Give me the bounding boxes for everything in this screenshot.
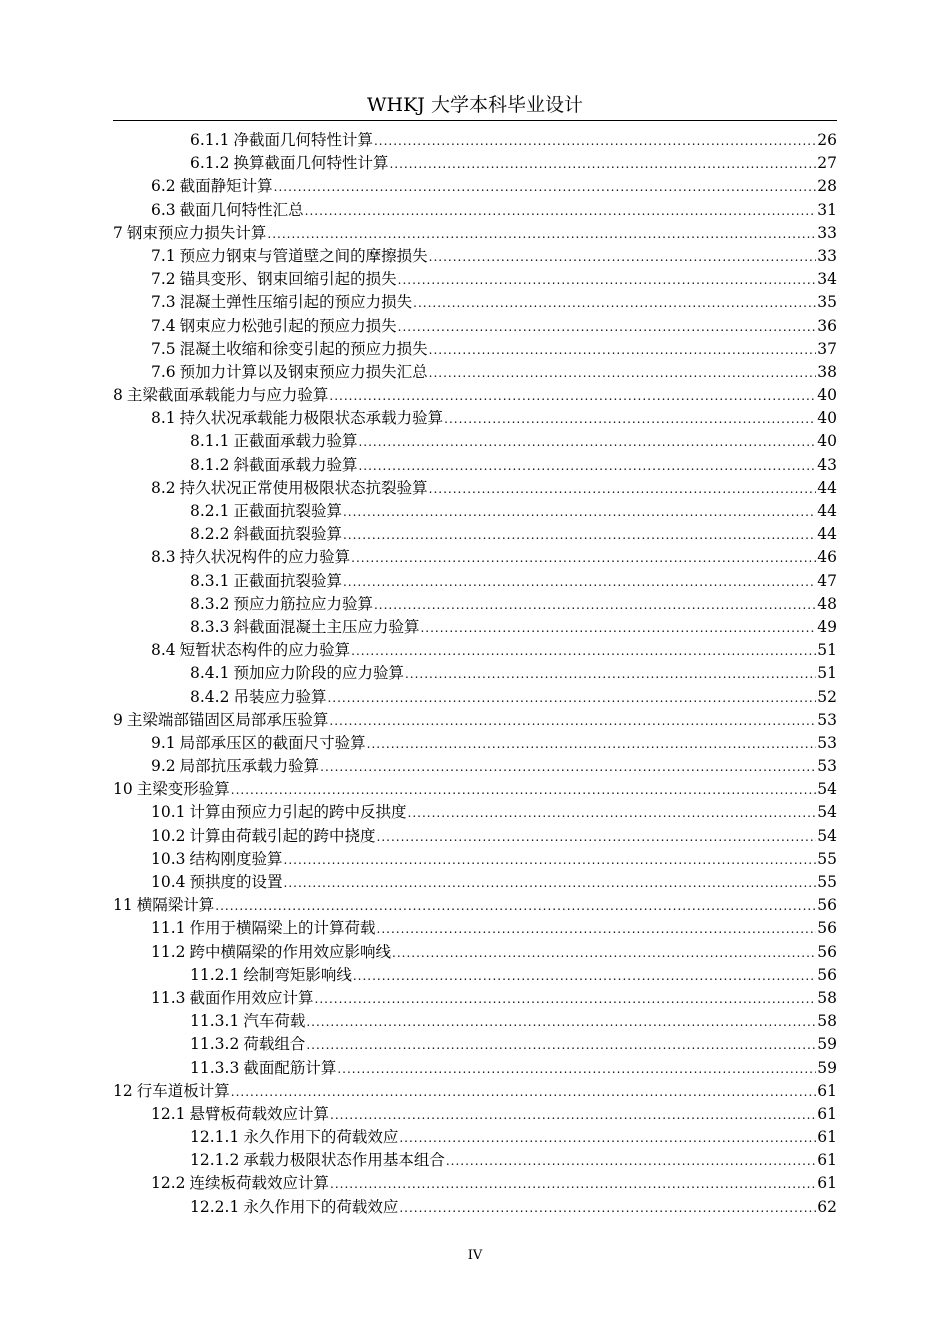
- toc-entry-number: 6.2: [151, 177, 176, 196]
- toc-entry[interactable]: [113, 1126, 837, 1149]
- toc-entry[interactable]: [113, 523, 837, 546]
- toc-entry-page: 44: [817, 525, 837, 544]
- toc-entry-title: 预应力钢束与管道壁之间的摩擦损失: [179, 246, 428, 265]
- toc-entry[interactable]: [113, 709, 837, 732]
- toc-entry-number: 9.2: [151, 757, 176, 776]
- toc-entry[interactable]: [113, 941, 837, 964]
- toc-entry-title: 绘制弯矩影响线: [243, 965, 352, 984]
- toc-entry[interactable]: [113, 1057, 837, 1080]
- toc-entry-page: 36: [817, 316, 837, 335]
- toc-entry-page: 33: [817, 246, 837, 265]
- toc-entry-page: 61: [817, 1104, 837, 1123]
- toc-entry-title: 承载力极限状态作用基本组合: [243, 1151, 445, 1170]
- toc-dot-leader: [320, 756, 816, 779]
- toc-entry-title: 荷载组合: [243, 1035, 306, 1054]
- toc-entry-title: 钢束应力松弛引起的预应力损失: [179, 316, 397, 335]
- toc-entry-number: 8.3: [151, 548, 176, 567]
- toc-entry[interactable]: [113, 129, 837, 152]
- toc-entry-title: 截面静矩计算: [179, 177, 273, 196]
- toc-entry-page: 58: [817, 988, 837, 1007]
- toc-entry[interactable]: [113, 152, 837, 175]
- toc-dot-leader: [392, 942, 816, 965]
- toc-entry-title: 结构刚度验算: [189, 849, 283, 868]
- toc-entry[interactable]: [113, 662, 837, 685]
- toc-dot-leader: [343, 501, 816, 524]
- toc-dot-leader: [377, 826, 817, 849]
- toc-entry-title: 永久作用下的荷载效应: [243, 1197, 399, 1216]
- toc-entry-page: 51: [817, 664, 837, 683]
- toc-dot-leader: [358, 455, 816, 478]
- toc-entry-title: 悬臂板荷载效应计算: [189, 1104, 330, 1123]
- toc-entry-number: 12.1.1: [190, 1128, 240, 1147]
- toc-entry[interactable]: [113, 778, 837, 801]
- toc-entry-number: 12.2: [151, 1174, 186, 1193]
- toc-dot-leader: [398, 316, 817, 339]
- toc-entry-page: 49: [817, 617, 837, 636]
- toc-entry-number: 7.2: [151, 270, 176, 289]
- toc-entry-title: 预拱度的设置: [189, 873, 283, 891]
- toc-entry-number: 8: [113, 386, 123, 405]
- toc-entry-number: 8.1: [151, 409, 176, 428]
- toc-entry-page: 40: [817, 386, 837, 405]
- toc-entry-title: 预应力筋拉应力验算: [233, 594, 373, 613]
- toc-entry-page: 59: [817, 1058, 837, 1077]
- page-header: [113, 92, 837, 119]
- toc-entry-title: 计算由荷载引起的跨中挠度: [189, 826, 376, 845]
- toc-entry[interactable]: [113, 801, 837, 824]
- toc-entry-title: 跨中横隔梁的作用效应影响线: [189, 942, 392, 961]
- toc-dot-leader: [231, 779, 817, 802]
- toc-entry-page: 44: [817, 478, 837, 497]
- toc-dot-leader: [405, 663, 816, 686]
- toc-dot-leader: [305, 200, 817, 223]
- toc-entry-title: 截面配筋计算: [243, 1058, 337, 1077]
- toc-dot-leader: [231, 1081, 817, 1104]
- toc-dot-leader: [284, 872, 817, 895]
- toc-entry-title: 斜截面抗裂验算: [233, 525, 342, 544]
- toc-entry-number: 8.3.3: [190, 617, 230, 636]
- toc-entry-page: 37: [817, 339, 837, 358]
- toc-entry-number: 8.4: [151, 641, 176, 660]
- toc-dot-leader: [377, 918, 817, 941]
- toc-entry-number: 7: [113, 223, 123, 242]
- toc-entry-number: 8.1.2: [190, 455, 230, 474]
- toc-entry-title: 净截面几何特性计算: [233, 131, 373, 149]
- toc-dot-leader: [351, 640, 816, 663]
- toc-entry[interactable]: [113, 338, 837, 361]
- toc-entry-number: 9.1: [151, 733, 176, 752]
- toc-dot-leader: [274, 176, 817, 199]
- toc-entry[interactable]: [113, 871, 837, 894]
- toc-entry[interactable]: [113, 477, 837, 500]
- toc-entry-page: 35: [817, 293, 837, 312]
- toc-entry[interactable]: [113, 430, 837, 453]
- toc-entry-page: 52: [817, 687, 837, 706]
- toc-entry-number: 11.3.1: [190, 1012, 240, 1031]
- toc-entry-number: 9: [113, 710, 123, 729]
- toc-entry-title: 持久状况正常使用极限状态抗裂验算: [179, 478, 428, 497]
- toc-entry[interactable]: [113, 1172, 837, 1195]
- toc-dot-leader: [429, 362, 817, 385]
- toc-dot-leader: [343, 571, 816, 594]
- toc-entry-title: 锚具变形、钢束回缩引起的损失: [179, 270, 397, 289]
- toc-entry-title: 钢束预应力损失计算: [126, 223, 267, 242]
- toc-entry-title: 汽车荷载: [243, 1012, 306, 1031]
- toc-entry[interactable]: [113, 593, 837, 616]
- toc-dot-leader: [429, 339, 817, 362]
- toc-dot-leader: [306, 1034, 816, 1057]
- toc-entry-number: 7.1: [151, 246, 176, 265]
- toc-entry-title: 正截面抗裂验算: [233, 571, 342, 590]
- toc-entry-page: 58: [817, 1012, 837, 1031]
- toc-entry-title: 局部承压区的截面尺寸验算: [179, 733, 366, 752]
- toc-entry-number: 8.2.1: [190, 502, 230, 520]
- toc-entry[interactable]: [113, 732, 837, 755]
- toc-dot-leader: [420, 617, 816, 640]
- toc-dot-leader: [429, 246, 817, 269]
- toc-entry-page: 46: [817, 548, 837, 567]
- toc-entry-title: 正截面抗裂验算: [233, 502, 342, 520]
- toc-entry[interactable]: [113, 384, 837, 407]
- toc-dot-leader: [444, 408, 816, 431]
- toc-entry[interactable]: [113, 570, 837, 593]
- toc-entry-page: 48: [817, 594, 837, 613]
- toc-entry-page: 56: [817, 965, 837, 984]
- toc-entry-number: 7.5: [151, 339, 176, 358]
- toc-entry-page: 43: [817, 455, 837, 474]
- toc-dot-leader: [351, 547, 816, 570]
- toc-entry[interactable]: [113, 686, 837, 709]
- toc-entry-number: 8.4.2: [190, 687, 230, 706]
- toc-entry-page: 51: [817, 641, 837, 660]
- toc-entry-page: 34: [817, 270, 837, 289]
- toc-entry-title: 斜截面混凝土主压应力验算: [233, 617, 420, 636]
- toc-entry-title: 永久作用下的荷载效应: [243, 1128, 399, 1147]
- toc-entry-title: 截面几何特性汇总: [179, 200, 304, 219]
- toc-dot-leader: [267, 223, 816, 246]
- toc-entry-page: 40: [817, 432, 837, 451]
- toc-entry[interactable]: [113, 407, 837, 430]
- toc-dot-leader: [337, 1058, 816, 1081]
- toc-dot-leader: [329, 385, 816, 408]
- toc-entry-title: 斜截面承载力验算: [233, 455, 358, 474]
- toc-entry-number: 11.3: [151, 988, 186, 1007]
- toc-dot-leader: [398, 269, 817, 292]
- toc-dot-leader: [353, 965, 816, 988]
- toc-entry-page: 54: [817, 826, 837, 845]
- toc-entry-title: 吊装应力验算: [233, 687, 327, 706]
- toc-entry-page: 61: [817, 1174, 837, 1193]
- toc-entry[interactable]: [113, 222, 837, 245]
- toc-entry-number: 7.4: [151, 316, 176, 335]
- toc-entry-page: 44: [817, 502, 837, 520]
- toc-entry[interactable]: [113, 894, 837, 917]
- toc-entry-page: 59: [817, 1035, 837, 1054]
- toc-entry-page: 53: [817, 710, 837, 729]
- toc-entry-number: 11: [113, 896, 133, 915]
- toc-entry-number: 12: [113, 1081, 133, 1100]
- toc-entry[interactable]: [113, 825, 837, 848]
- toc-entry-number: 8.3.2: [190, 594, 230, 613]
- toc-dot-leader: [306, 1011, 816, 1034]
- toc-entry-page: 54: [817, 780, 837, 799]
- toc-dot-leader: [367, 733, 817, 756]
- toc-entry-number: 8.3.1: [190, 571, 230, 590]
- toc-entry[interactable]: [113, 361, 837, 384]
- toc-dot-leader: [330, 1173, 816, 1196]
- toc-entry-page: 54: [817, 803, 837, 822]
- toc-entry-number: 11.2.1: [190, 965, 240, 984]
- toc-entry-title: 局部抗压承载力验算: [179, 757, 320, 776]
- toc-entry-page: 55: [817, 873, 837, 891]
- toc-entry[interactable]: [113, 268, 837, 291]
- toc-entry[interactable]: [113, 546, 837, 569]
- toc-entry-page: 47: [817, 571, 837, 590]
- toc-entry-page: 61: [817, 1081, 837, 1100]
- toc-dot-leader: [330, 1104, 816, 1127]
- toc-dot-leader: [408, 802, 817, 825]
- toc-entry-number: 11.2: [151, 942, 186, 961]
- toc-entry-page: 56: [817, 942, 837, 961]
- toc-entry-number: 11.3.3: [190, 1058, 240, 1077]
- toc-entry-number: 12.2.1: [190, 1197, 240, 1216]
- toc-entry-number: 8.2: [151, 478, 176, 497]
- toc-dot-leader: [374, 130, 816, 153]
- toc-entry[interactable]: [113, 1010, 837, 1033]
- toc-entry-number: 8.1.1: [190, 432, 230, 451]
- toc-entry[interactable]: [113, 848, 837, 871]
- toc-entry-number: 8.4.1: [190, 664, 230, 683]
- toc-entry-page: 53: [817, 733, 837, 752]
- table-of-contents: [113, 129, 837, 1219]
- toc-dot-leader: [374, 594, 816, 617]
- toc-entry-number: 10.2: [151, 826, 186, 845]
- toc-entry-title: 持久状况构件的应力验算: [179, 548, 351, 567]
- toc-entry[interactable]: [113, 175, 837, 198]
- toc-entry-title: 短暂状态构件的应力验算: [179, 641, 351, 660]
- toc-entry-title: 横隔梁计算: [136, 896, 215, 915]
- toc-entry-title: 行车道板计算: [136, 1081, 230, 1100]
- toc-entry-title: 计算由预应力引起的跨中反拱度: [189, 803, 407, 822]
- toc-entry[interactable]: [113, 454, 837, 477]
- toc-entry-title: 截面作用效应计算: [189, 988, 314, 1007]
- toc-entry-page: 40: [817, 409, 837, 428]
- toc-entry-page: 38: [817, 362, 837, 381]
- toc-dot-leader: [399, 1197, 816, 1220]
- toc-entry-page: 31: [817, 200, 837, 219]
- toc-dot-leader: [215, 895, 816, 918]
- toc-entry-number: 10.4: [151, 873, 186, 891]
- toc-entry-page: 61: [817, 1151, 837, 1170]
- toc-entry-page: 26: [817, 131, 837, 149]
- toc-entry[interactable]: [113, 1103, 837, 1126]
- toc-entry-page: 53: [817, 757, 837, 776]
- toc-entry-page: 61: [817, 1128, 837, 1147]
- toc-entry-number: 12.1.2: [190, 1151, 240, 1170]
- toc-entry-number: 7.6: [151, 362, 176, 381]
- toc-entry-page: 62: [817, 1197, 837, 1216]
- toc-dot-leader: [315, 988, 817, 1011]
- toc-entry[interactable]: [113, 1080, 837, 1103]
- toc-dot-leader: [327, 687, 816, 710]
- toc-entry-title: 主梁变形验算: [136, 780, 230, 799]
- toc-entry-title: 预加力计算以及钢束预应力损失汇总: [179, 362, 428, 381]
- toc-entry[interactable]: [113, 917, 837, 940]
- toc-dot-leader: [413, 292, 816, 315]
- toc-entry-page: 56: [817, 896, 837, 915]
- toc-dot-leader: [399, 1127, 816, 1150]
- toc-entry-number: 11.3.2: [190, 1035, 240, 1054]
- toc-entry-title: 正截面承载力验算: [233, 432, 358, 451]
- toc-entry-title: 换算截面几何特性计算: [233, 154, 389, 173]
- toc-entry-page: 56: [817, 919, 837, 938]
- toc-entry[interactable]: [113, 755, 837, 778]
- toc-entry-title: 主梁截面承载能力与应力验算: [126, 386, 329, 405]
- toc-entry-number: 7.3: [151, 293, 176, 312]
- toc-entry-number: 11.1: [151, 919, 186, 938]
- toc-entry-page: 55: [817, 849, 837, 868]
- toc-dot-leader: [446, 1150, 816, 1173]
- toc-entry[interactable]: [113, 199, 837, 222]
- toc-entry[interactable]: [113, 1149, 837, 1172]
- toc-dot-leader: [358, 431, 816, 454]
- toc-entry-page: 33: [817, 223, 837, 242]
- toc-entry-number: 12.1: [151, 1104, 186, 1123]
- toc-entry-number: 6.3: [151, 200, 176, 219]
- toc-entry[interactable]: [113, 500, 837, 523]
- toc-dot-leader: [329, 710, 816, 733]
- toc-entry-title: 作用于横隔梁上的计算荷载: [189, 919, 376, 938]
- toc-entry-title: 混凝土弹性压缩引起的预应力损失: [179, 293, 413, 312]
- toc-entry[interactable]: [113, 616, 837, 639]
- toc-entry-title: 预加应力阶段的应力验算: [233, 664, 404, 683]
- toc-entry-title: 混凝土收缩和徐变引起的预应力损失: [179, 339, 428, 358]
- toc-entry[interactable]: [113, 291, 837, 314]
- toc-entry-title: 连续板荷载效应计算: [189, 1174, 330, 1193]
- toc-entry-title: 持久状况承载能力极限状态承载力验算: [179, 409, 444, 428]
- toc-entry-title: 主梁端部锚固区局部承压验算: [126, 710, 329, 729]
- toc-entry-number: 6.1.2: [190, 154, 230, 173]
- toc-dot-leader: [343, 524, 816, 547]
- toc-entry[interactable]: [113, 639, 837, 662]
- toc-dot-leader: [429, 478, 817, 501]
- toc-entry[interactable]: [113, 964, 837, 987]
- toc-entry-number: 6.1.1: [190, 131, 230, 149]
- toc-entry-number: 8.2.2: [190, 525, 230, 544]
- toc-entry[interactable]: [113, 315, 837, 338]
- toc-entry-number: 10.1: [151, 803, 186, 822]
- header-title: WHKJ 大学本科毕业设计: [367, 94, 583, 116]
- toc-entry-page: 28: [817, 177, 837, 196]
- toc-entry[interactable]: [113, 987, 837, 1010]
- toc-entry[interactable]: [113, 1033, 837, 1056]
- toc-entry-page: 27: [817, 154, 837, 173]
- toc-entry-number: 10.3: [151, 849, 186, 868]
- toc-dot-leader: [389, 153, 816, 176]
- toc-entry[interactable]: [113, 1196, 837, 1219]
- toc-entry[interactable]: [113, 245, 837, 268]
- toc-dot-leader: [284, 849, 817, 872]
- header-divider: [113, 120, 837, 121]
- page-number: IV: [467, 1248, 483, 1263]
- toc-entry-number: 10: [113, 780, 133, 799]
